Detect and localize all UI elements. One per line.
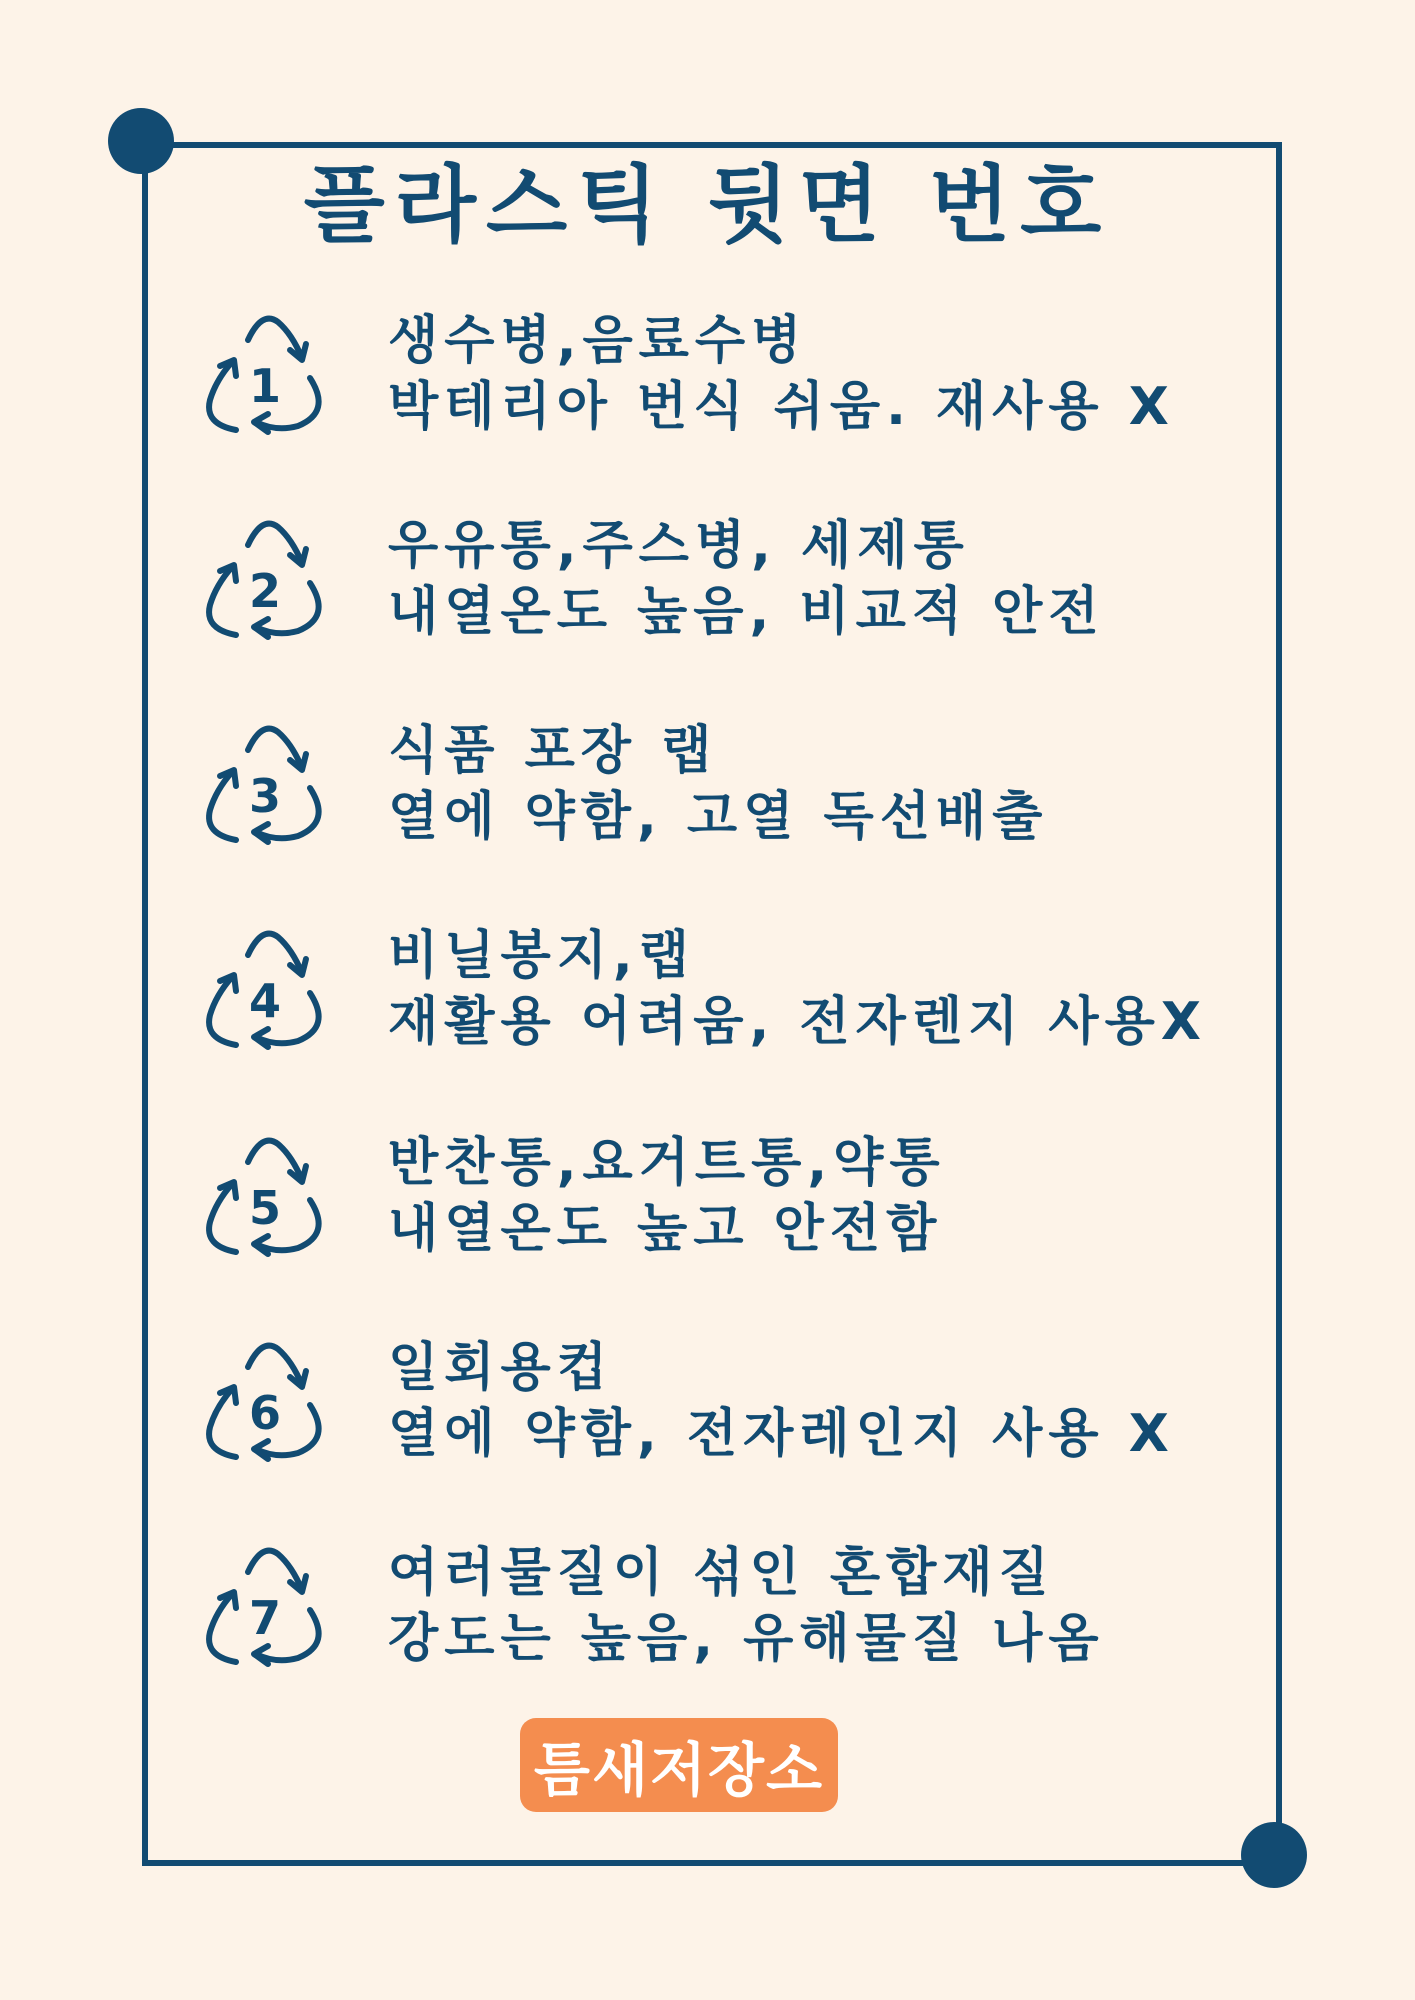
list-item-4 [190, 915, 1250, 1075]
item-description: 재활용 어려움, 전자렌지 사용X [388, 992, 1207, 1052]
recycle-arrows-icon [190, 505, 340, 655]
corner-dot-bottom-right [1241, 1822, 1307, 1888]
item-title: 일회용컵 [388, 1338, 613, 1398]
item-description: 내열온도 높음, 비교적 안전 [388, 582, 1105, 642]
brand-logo: 틈새저장소 [520, 1718, 838, 1812]
item-title: 비닐봉지,랩 [388, 926, 695, 986]
recycle-number: 6 [248, 1386, 281, 1440]
item-title: 반찬통,요거트통,약통 [388, 1133, 946, 1193]
item-title: 생수병,음료수병 [388, 311, 808, 371]
item-description: 박테리아 번식 쉬움. 재사용 X [388, 377, 1175, 437]
recycle-arrows-icon [190, 1327, 340, 1477]
item-description: 열에 약함, 고열 독선배출 [388, 787, 1049, 847]
page-title: 플라스틱 뒷면 번호 [303, 156, 1112, 254]
recycle-arrows-icon [190, 1122, 340, 1272]
item-title: 우유통,주스병, 세제통 [388, 516, 970, 576]
recycle-arrows-icon [190, 300, 340, 450]
recycle-number: 1 [248, 359, 281, 413]
list-item-6 [190, 1327, 1250, 1487]
recycle-number: 7 [248, 1591, 281, 1645]
item-description: 열에 약함, 전자레인지 사용 X [388, 1404, 1175, 1464]
list-item-1 [190, 300, 1250, 460]
recycle-number: 4 [248, 974, 281, 1028]
item-title: 여러물질이 섞인 혼합재질 [388, 1543, 1055, 1603]
item-description: 내열온도 높고 안전함 [388, 1199, 943, 1259]
list-item-7 [190, 1532, 1250, 1692]
recycle-arrows-icon [190, 1532, 340, 1682]
recycle-arrows-icon [190, 710, 340, 860]
list-item-5 [190, 1122, 1250, 1282]
item-description: 강도는 높음, 유해물질 나옴 [388, 1609, 1105, 1669]
list-item-3 [190, 710, 1250, 870]
list-item-2 [190, 505, 1250, 665]
item-title: 식품 포장 랩 [388, 721, 718, 781]
recycle-number: 5 [248, 1181, 281, 1235]
recycle-number: 2 [248, 564, 281, 618]
recycle-arrows-icon [190, 915, 340, 1065]
recycle-number: 3 [248, 769, 281, 823]
